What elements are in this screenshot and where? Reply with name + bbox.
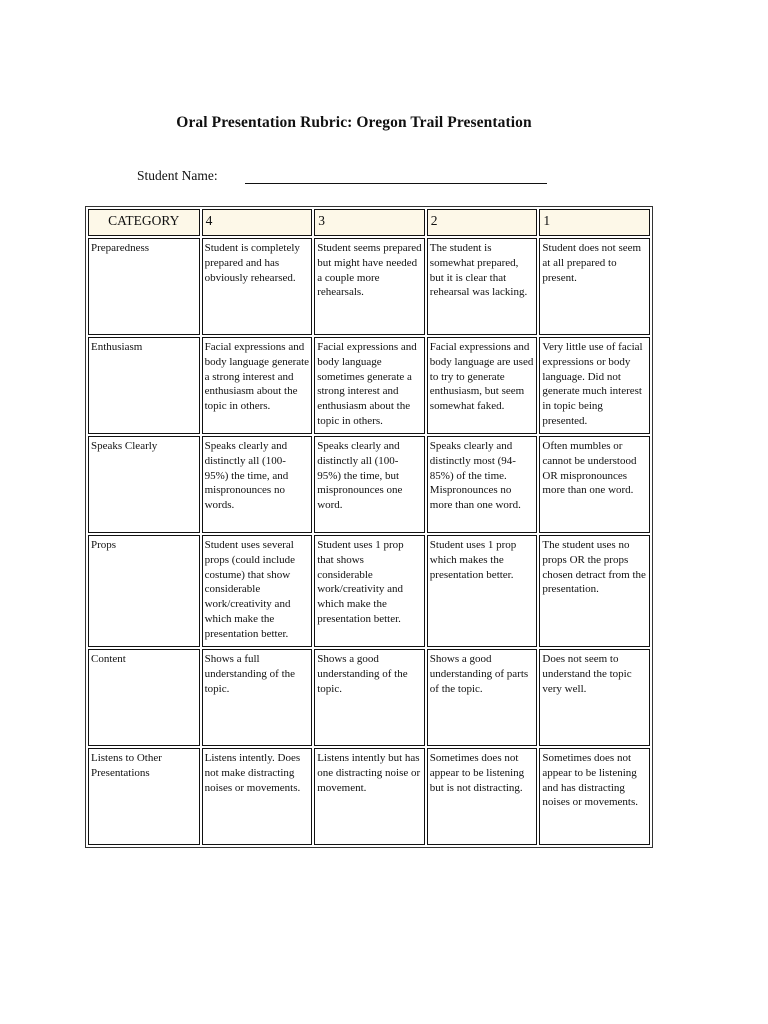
- score-1-cell: Does not seem to understand the topic very well.: [539, 649, 650, 746]
- rubric-row-props: [88, 535, 650, 647]
- category-cell: Content: [88, 649, 200, 746]
- score-4-cell: Student is completely prepared and has obviously rehearsed.: [202, 238, 313, 335]
- score-4-cell: Shows a full understanding of the topic.: [202, 649, 313, 746]
- score-4-cell: Speaks clearly and distinctly all (100-95%) the time, and mispronounces no words.: [202, 436, 313, 533]
- score-3-cell: Student seems prepared but might have needed a couple more rehearsals.: [314, 238, 425, 335]
- rubric-row-preparedness: [88, 238, 650, 335]
- header-score-2: 2: [427, 209, 538, 236]
- rubric-body: [88, 209, 650, 845]
- score-2-cell: Student uses 1 prop which makes the presentation better.: [427, 535, 538, 647]
- rubric-row-listens: [88, 748, 650, 845]
- score-2-cell: Speaks clearly and distinctly most (94-85%) of the time. Mispronounces no more than one word.: [427, 436, 538, 533]
- rubric-row-content: [88, 649, 650, 746]
- score-4-cell: Listens intently. Does not make distracting noises or movements.: [202, 748, 313, 845]
- header-score-3: 3: [314, 209, 425, 236]
- student-name-label: Student Name:: [137, 168, 218, 183]
- score-3-cell: Speaks clearly and distinctly all (100-95%) the time, but mispronounces one word.: [314, 436, 425, 533]
- score-2-cell: Sometimes does not appear to be listening but is not distracting.: [427, 748, 538, 845]
- document-title: Oral Presentation Rubric: Oregon Trail Presentation: [176, 114, 532, 131]
- rubric-row-speaks-clearly: [88, 436, 650, 533]
- score-3-cell: Student uses 1 prop that shows considerable work/creativity and which make the presentation better.: [314, 535, 425, 647]
- header-category: CATEGORY: [88, 209, 200, 236]
- score-1-cell: Student does not seem at all prepared to present.: [539, 238, 650, 335]
- score-2-cell: Facial expressions and body language are used to try to generate enthusiasm, but seem somewhat faked.: [427, 337, 538, 434]
- category-cell: Listens to Other Presentations: [88, 748, 200, 845]
- rubric-header-row: [88, 209, 650, 236]
- score-2-cell: Shows a good understanding of parts of the topic.: [427, 649, 538, 746]
- score-1-cell: The student uses no props OR the props chosen detract from the presentation.: [539, 535, 650, 647]
- score-4-cell: Student uses several props (could include costume) that show considerable work/creativity and which make the presentation better.: [202, 535, 313, 647]
- score-1-cell: Very little use of facial expressions or body language. Did not generate much interest in topic being presented.: [539, 337, 650, 434]
- rubric-table: [85, 206, 653, 848]
- score-3-cell: Facial expressions and body language sometimes generate a strong interest and enthusiasm about the topic in others.: [314, 337, 425, 434]
- header-score-1: 1: [539, 209, 650, 236]
- score-2-cell: The student is somewhat prepared, but it is clear that rehearsal was lacking.: [427, 238, 538, 335]
- category-cell: Preparedness: [88, 238, 200, 335]
- score-1-cell: Sometimes does not appear to be listening and has distracting noises or movements.: [539, 748, 650, 845]
- rubric-row-enthusiasm: [88, 337, 650, 434]
- score-3-cell: Shows a good understanding of the topic.: [314, 649, 425, 746]
- category-cell: Props: [88, 535, 200, 647]
- category-cell: Enthusiasm: [88, 337, 200, 434]
- category-cell: Speaks Clearly: [88, 436, 200, 533]
- score-4-cell: Facial expressions and body language generate a strong interest and enthusiasm about the topic in others.: [202, 337, 313, 434]
- header-score-4: 4: [202, 209, 313, 236]
- score-1-cell: Often mumbles or cannot be understood OR mispronounces more than one word.: [539, 436, 650, 533]
- score-3-cell: Listens intently but has one distracting noise or movement.: [314, 748, 425, 845]
- student-name-line[interactable]: [245, 183, 547, 184]
